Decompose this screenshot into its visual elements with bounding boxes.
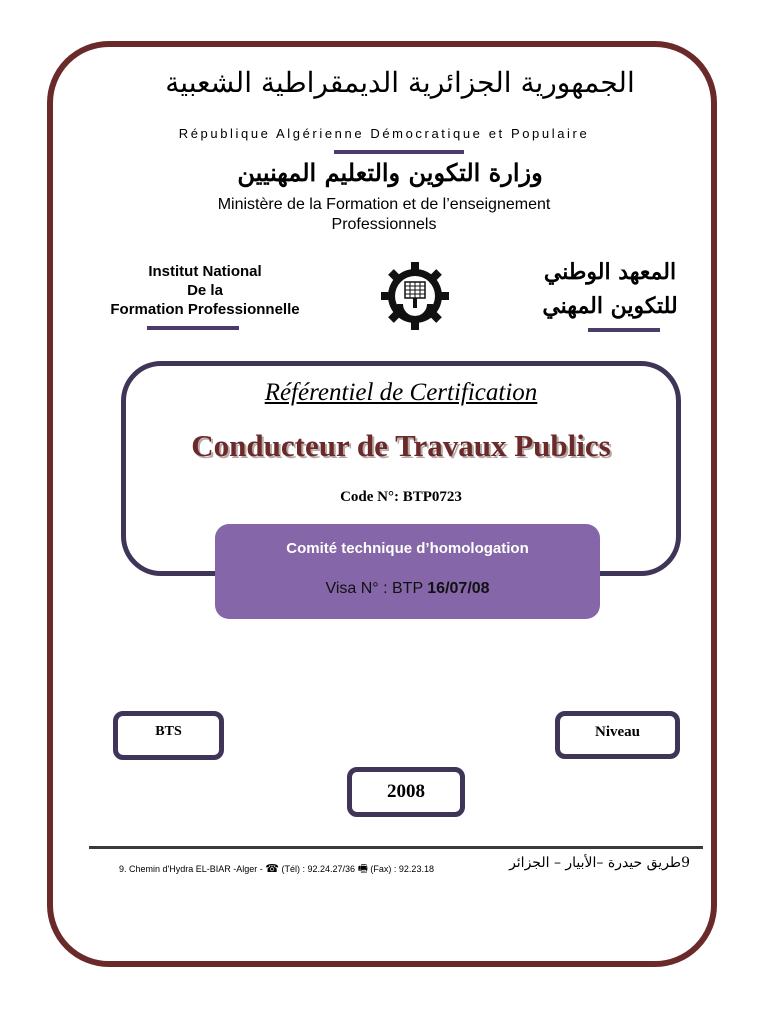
level-value-box: BTS xyxy=(113,711,224,760)
phone-icon: ☎ xyxy=(265,863,279,875)
institute-line-1: Institut National xyxy=(148,263,262,280)
institute-ar-line-1: المعهد الوطني xyxy=(543,259,677,285)
republic-title-fr: République Algérienne Démocratique et Populaire xyxy=(178,126,590,141)
republic-title-ar: الجمهورية الجزائرية الديمقراطية الشعبية xyxy=(165,66,635,99)
committee-label: Comité technique d’homologation xyxy=(286,540,529,557)
gear-logo-icon xyxy=(376,262,454,330)
code-label: Code N°: xyxy=(340,489,403,505)
footer-address-ar: 9طريق حيدرة –الأبيار – الجزائر xyxy=(509,855,690,871)
footer-rule xyxy=(89,846,703,849)
footer-address xyxy=(119,860,539,879)
fax-icon: 🖷 xyxy=(357,863,368,875)
year-box: 2008 xyxy=(347,767,465,817)
ministry-title-fr xyxy=(150,195,618,235)
visa-value: 16/07/08 xyxy=(427,580,490,597)
divider-left xyxy=(147,326,239,330)
ministry-line-1: Ministère de la Formation et de l’enseignement xyxy=(217,196,551,213)
visa-line xyxy=(215,580,600,598)
code-value: BTP0723 xyxy=(402,489,462,505)
ministry-line-2: Professionnels xyxy=(331,216,437,233)
code-line xyxy=(121,489,681,506)
address-text: 9. Chemin d'Hydra EL-BIAR -Alger - xyxy=(119,864,266,874)
institute-ar-line-2: للتكوين المهني xyxy=(542,293,678,319)
divider-top xyxy=(334,150,464,154)
ministry-title-ar: وزارة التكوين والتعليم المهنيين xyxy=(237,158,543,187)
level-label-box: Niveau xyxy=(555,711,680,759)
institute-line-3: Formation Professionnelle xyxy=(110,301,300,318)
institute-name-fr xyxy=(80,262,330,319)
fax-number: (Fax) : 92.23.18 xyxy=(367,864,434,874)
homologation-band xyxy=(215,524,600,619)
institute-line-2: De la xyxy=(187,282,223,299)
institute-name-ar xyxy=(490,255,730,323)
divider-right xyxy=(588,328,660,332)
visa-label: Visa N° : BTP xyxy=(325,580,428,597)
certification-title: Référentiel de Certification xyxy=(264,379,538,406)
phone-number: (Tél) : 92.24.27/36 xyxy=(278,864,358,874)
main-title: Conducteur de Travaux Publics xyxy=(191,428,611,463)
